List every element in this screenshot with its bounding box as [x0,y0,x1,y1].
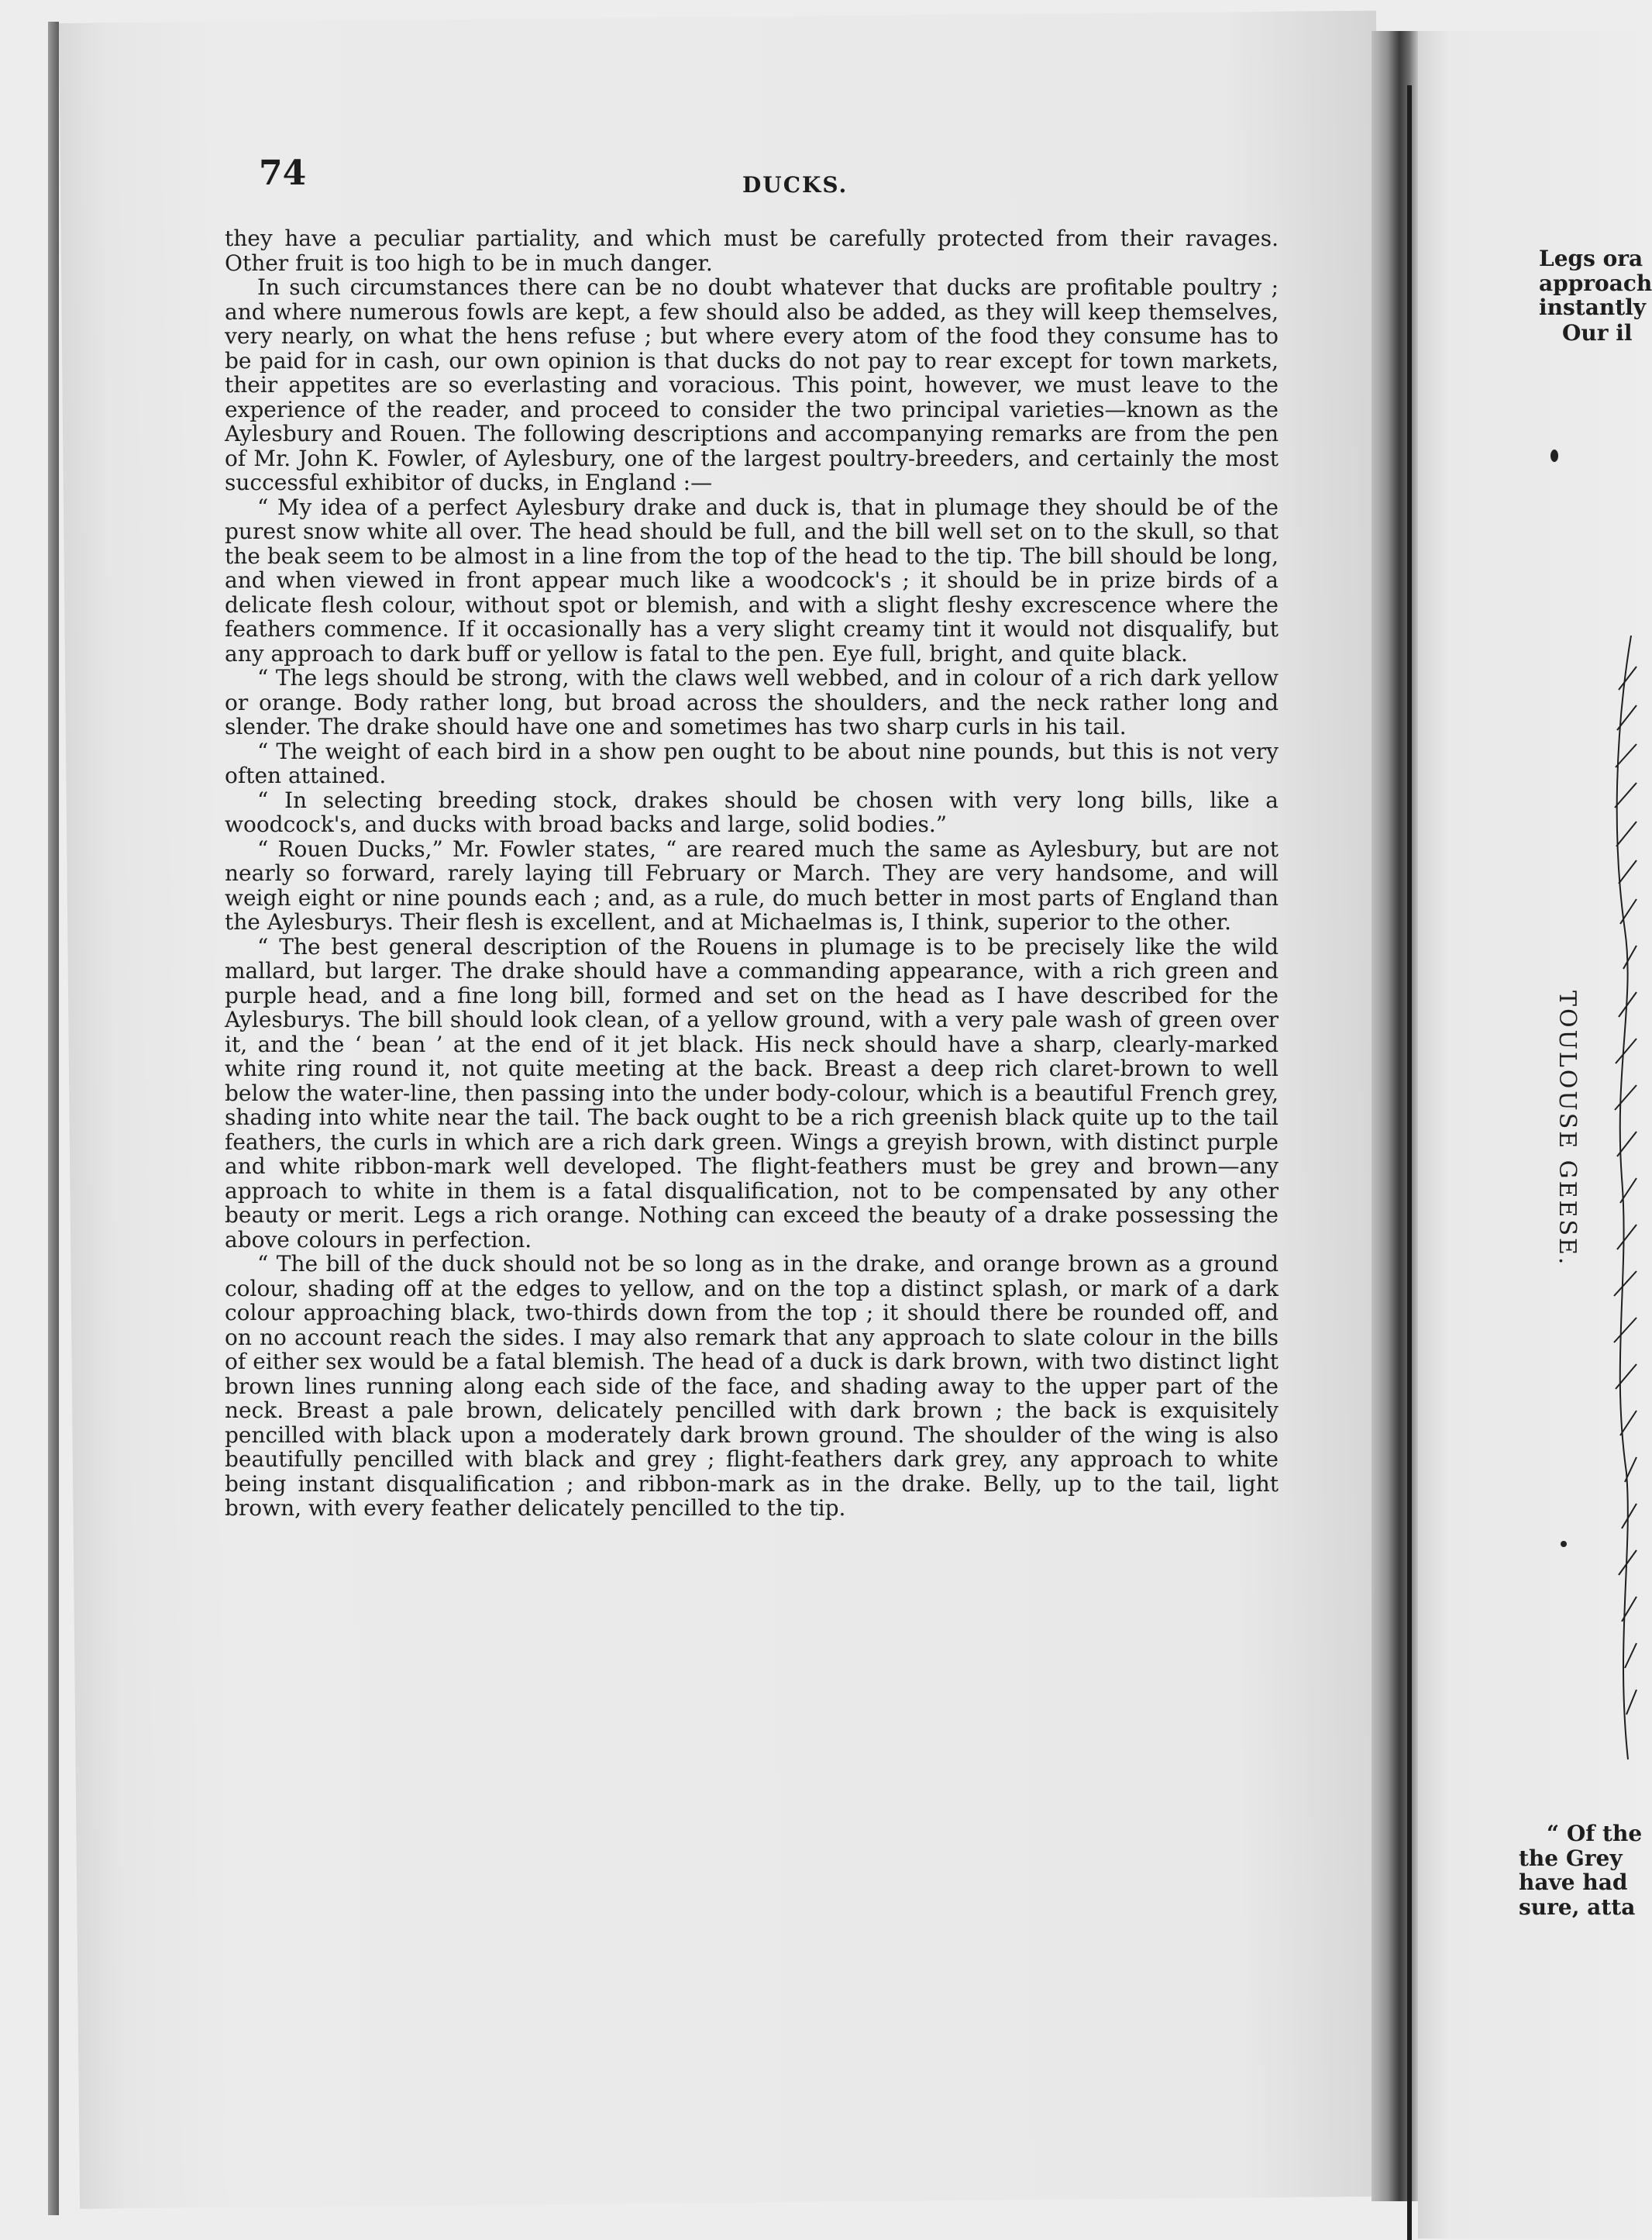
right-page-line: approach [1539,271,1652,296]
paragraph: “ My idea of a perfect Aylesbury drake and duck is, that in plumage they should be of the purest snow white all over. The head should be full, and the bill well set on to the skull, so that the beak seem to be almost in a line from the top of the head to the tip. The bill should be long, and when viewed in front appear much like a woodcock's ; it should be in prize birds of a delicate flesh colour, without spot or blemish, and with a slight fleshy excrescence where the feathers commence. If it occasionally has a very slight creamy tint it would not disqualify, but any approach to dark buff or yellow is fatal to the pen. Eye full, bright, and quite black. [225,494,1279,667]
right-page-line: have had [1519,1870,1628,1895]
page-number: 74 [259,153,307,193]
paragraph: “ The legs should be strong, with the claws well webbed, and in colour of a rich dark yellow or orange. Body rather long, but broad across the shoulders, and the neck rather long and slender. The drake should have one and sometimes has two sharp curls in his tail. [225,665,1279,739]
spine-shadow [1407,85,1412,2240]
paragraph: “ In selecting breeding stock, drakes should be chosen with very long bills, like a woodcock's, and ducks with broad backs and large, solid bodies.” [225,787,1279,837]
right-page-line: the Grey [1519,1845,1623,1871]
right-page-line: “ Of the [1547,1821,1643,1846]
right-page-line: Legs ora [1539,246,1643,271]
paragraph: they have a peculiar partiality, and which must be carefully protected from their ravages. Other fruit is too high to be in much danger. [225,226,1279,276]
paragraph: “ The best general description of the Rouens in plumage is to be precisely like the wild mallard, but larger. The drake should have a commanding appearance, with a rich green and purple head, and a fine long bill, formed and set on the head as I have described for the Aylesburys. The bill should look clean, of a yellow ground, with a very pale wash of green over it, and the ‘ bean ’ at the end of it jet black. His neck should have a sharp, clearly-marked white ring round it, not quite meeting at the back. Breast a deep rich claret-brown to well below the water-line, then passing into the under body-colour, which is a beautiful French grey, shading into white near the tail. The back ought to be a rich greenish black quite up to the tail feathers, the curls in which are a rich dark green. Wings a greyish brown, with distinct purple and white ribbon-mark well developed. The flight-feathers must be grey and brown—any approach to white in them is a fatal disqualification, not to be compensated by any other beauty or merit. Legs a rich orange. Nothing can exceed the beauty of a drake possessing the above colours in perfection. [225,933,1279,1253]
paragraph: In such circumstances there can be no doubt whatever that ducks are profitable poultry ; and where numerous fowls are kept, a few should also be added, as they will keep themselves, very nearly, on what the hens refuse ; but where every atom of the food they consume has to be paid for in cash, our own opinion is that ducks do not pay to rear except for town markets, their appetites are so everlasting and voracious. This point, however, we must leave to the experience of the reader, and proceed to consider the two principal varieties—known as the Aylesbury and Rouen. The following descriptions and accompanying remarks are from the pen of Mr. John K. Fowler, of Aylesbury, one of the largest poultry-breeders, and certainly the most successful exhibitor of ducks, in England :— [225,274,1279,495]
right-page-line: Our il [1562,320,1633,346]
paragraph: “ Rouen Ducks,” Mr. Fowler states, “ are reared much the same as Aylesbury, but are not nearly so forward, rarely laying till February or March. They are very handsome, and will weigh eight or nine pounds each ; and, as a rule, do much better in most parts of England than the Aylesburys. Their flesh is excellent, and at Michaelmas is, I think, superior to the other. [225,836,1279,935]
print-mark [1561,1541,1567,1547]
paragraph: “ The bill of the duck should not be so long as in the drake, and orange brown as a ground colour, shading off at the edges to yellow, and on the top a distinct splash, or mark of a dark colour approaching black, two-thirds down from the top ; it should there be rounded off, and on no account reach the sides. I may also remark that any approach to slate colour in the bills of either sex would be a fatal blemish. The head of a duck is dark brown, with two distinct light brown lines running along each side of the face, and shading away to the upper part of the neck. Breast a pale brown, delicately pencilled with dark brown ; the back is exquisitely pencilled with black upon a moderately dark brown ground. The shoulder of the wing is also beautifully pencilled with black and grey ; flight-feathers dark grey, any approach to white being instant disqualification ; and ribbon-mark as in the drake. Belly, up to the tail, light brown, with every feather delicately pencilled to the tip. [225,1251,1279,1521]
book-edge [48,22,59,2215]
figure-caption: TOULOUSE GEESE. [1554,991,1581,1267]
paragraph: “ The weight of each bird in a show pen ought to be about nine pounds, but this is not very often attained. [225,738,1279,788]
body-text [225,226,1279,1521]
right-page-line: instantly [1539,295,1647,320]
print-mark [1550,450,1558,462]
running-head: DUCKS. [742,172,848,198]
engraving-illustration [1608,636,1637,1759]
right-page-line: sure, atta [1519,1894,1636,1920]
